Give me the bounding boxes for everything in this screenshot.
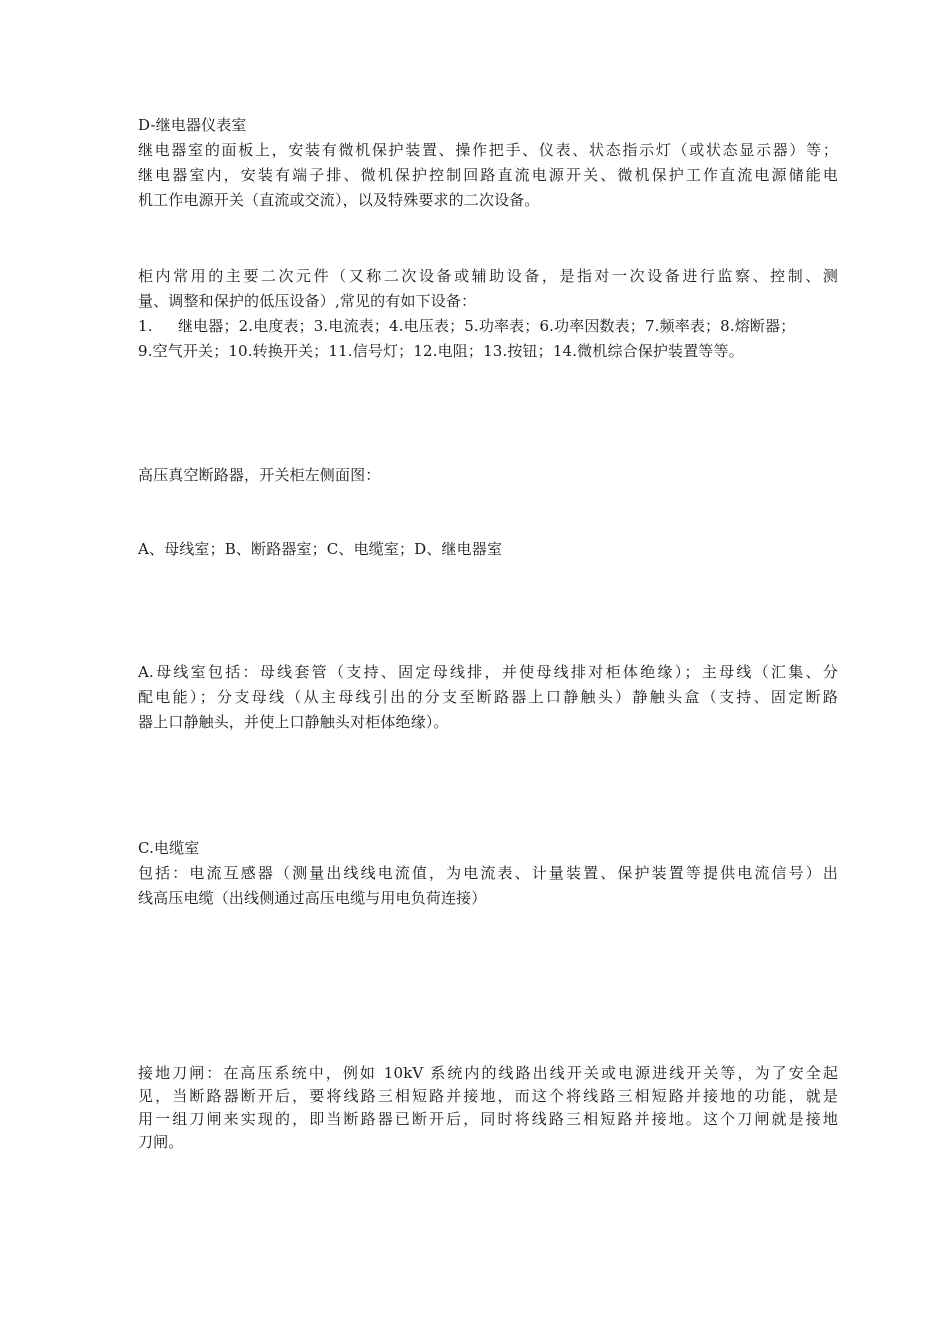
caption-text: 高压真空断路器，开关柜左侧面图： <box>138 466 381 484</box>
paragraph-line: 用一组刀闸来实现的，即当断路器已断开后，同时将线路三相短路并接地。这个刀闸就是接地 <box>138 1110 838 1128</box>
section-c-heading: C.电缆室 <box>138 839 200 857</box>
paragraph-line: 包括：电流互感器（测量出线线电流值，为电流表、计量装置、保护装置等提供电流信号）出 <box>138 864 838 882</box>
section-d <box>138 113 838 213</box>
section-a <box>138 660 838 735</box>
paragraph-line: 继电器室内，安装有端子排、微机保护控制回路直流电源开关、微机保护工作直流电源储能电 <box>138 166 838 184</box>
paragraph-line: 见，当断路器断开后，要将线路三相短路并接地，而这个将线路三相短路并接地的功能，就是 <box>138 1087 838 1105</box>
paragraph-line: 柜内常用的主要二次元件（又称二次设备或辅助设备，是指对一次设备进行监察、控制、测 <box>138 267 838 285</box>
section-d-heading: D-继电器仪表室 <box>138 116 247 134</box>
paragraph-line: 线高压电缆（出线侧通过高压电缆与用电负荷连接） <box>138 889 487 907</box>
list-item-continued: 9.空气开关；10.转换开关；11.信号灯；12.电阻；13.按钮；14.微机综合保护装置等等。 <box>138 342 744 360</box>
list-item <box>138 314 838 339</box>
paragraph-line: A.母线室包括：母线套管（支持、固定母线排，并使母线排对柜体绝缘）；主母线（汇集、分 <box>138 663 838 681</box>
section-c <box>138 836 838 911</box>
rooms-legend <box>138 537 838 562</box>
paragraph-line: 机工作电源开关（直流或交流），以及特殊要求的二次设备。 <box>138 191 540 209</box>
breaker-caption <box>138 463 838 488</box>
rooms-text: A、母线室；B、断路器室；C、电缆室；D、继电器室 <box>138 540 503 558</box>
paragraph-line: 量、调整和保护的低压设备）,常见的有如下设备： <box>138 292 477 310</box>
paragraph-line: 配电能）；分支母线（从主母线引出的分支至断路器上口静触头）静触头盒（支持、固定断路 <box>138 688 838 706</box>
paragraph-line: 接地刀闸：在高压系统中，例如 10kV 系统内的线路出线开关或电源进线开关等，为了安全起 <box>138 1064 838 1082</box>
list-text: 继电器；2.电度表；3.电流表；4.电压表；5.功率表；6.功率因数表；7.频率表；8.熔断器； <box>178 317 796 335</box>
paragraph-line: 继电器室的面板上，安装有微机保护装置、操作把手、仪表、状态指示灯（或状态显示器）等； <box>138 141 838 159</box>
paragraph-line: 刀闸。 <box>138 1133 184 1151</box>
grounding-switch <box>138 1062 838 1154</box>
paragraph-line: 器上口静触头，并使上口静触头对柜体绝缘）。 <box>138 713 449 731</box>
list-number: 1. <box>138 317 153 335</box>
secondary-components <box>138 264 838 364</box>
